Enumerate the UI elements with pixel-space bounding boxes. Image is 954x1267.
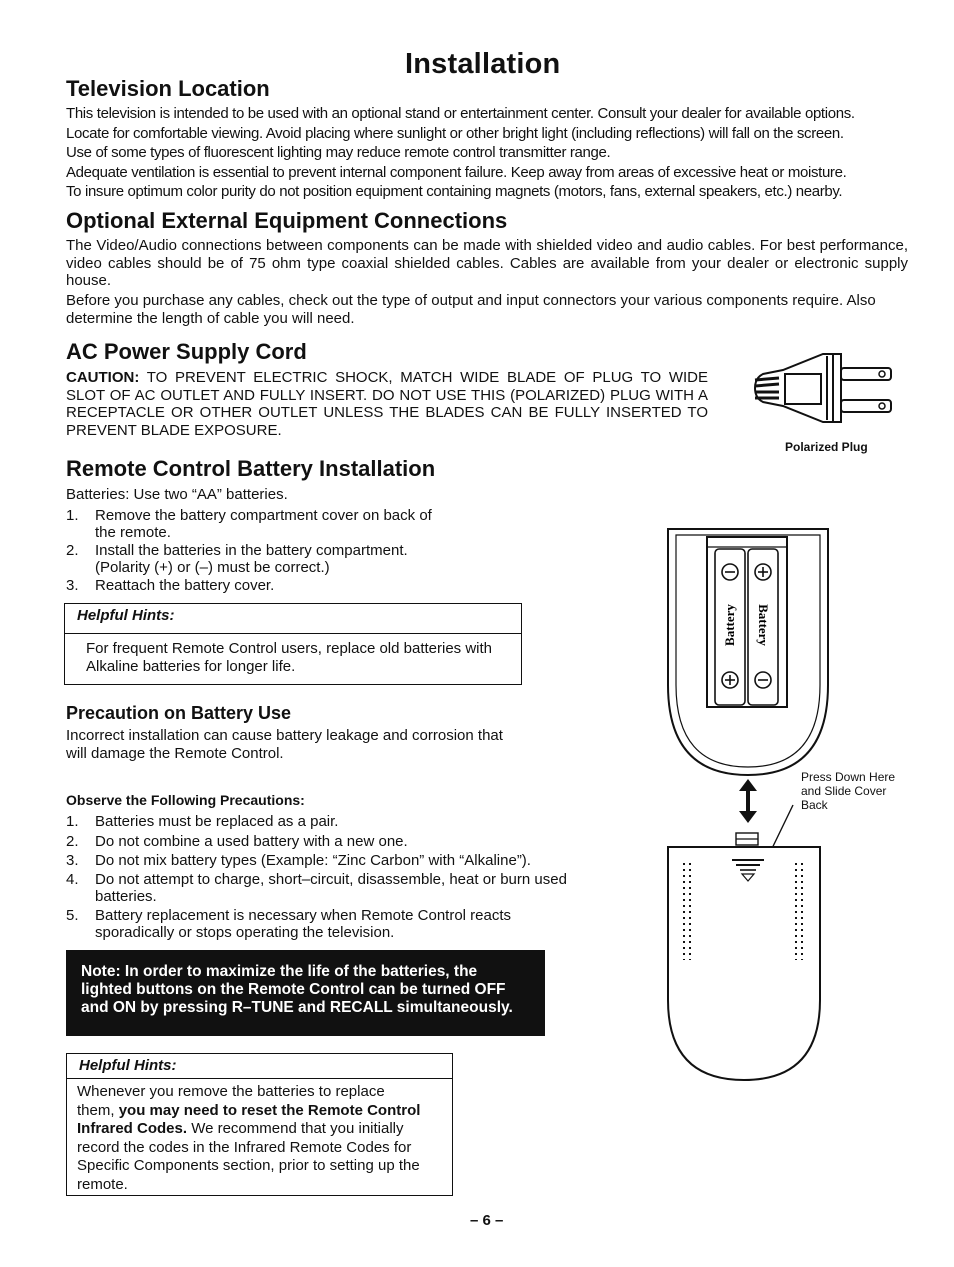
- optional-equipment-paragraph-2: Before you purchase any cables, check out the type of output and input connectors your various components require. Also determine the length of cable you will need.: [66, 292, 876, 327]
- helpful-hints-box: [64, 603, 522, 685]
- note-box: [66, 950, 545, 1036]
- precaution-item: [66, 833, 606, 851]
- step-text: the remote.: [95, 524, 171, 541]
- hint-divider: [67, 1078, 452, 1079]
- helpful-hints-box-2: [66, 1053, 453, 1196]
- step-text: Install the batteries in the battery compartment.: [95, 542, 408, 559]
- step-number: 3.: [66, 577, 79, 594]
- tv-location-line: Adequate ventilation is essential to prevent internal component failure. Keep away from areas of excessive heat or moisture.: [66, 163, 847, 181]
- install-step: [66, 542, 486, 578]
- item-text: Do not mix battery types (Example: “Zinc Carbon” with “Alkaline”).: [95, 852, 531, 869]
- remote-battery-heading: Remote Control Battery Installation: [66, 456, 436, 481]
- install-step: [66, 577, 486, 595]
- item-text: Battery replacement is necessary when Remote Control reacts: [95, 907, 512, 924]
- down-arrow-icon: [739, 811, 757, 823]
- caution-text: TO PREVENT ELECTRIC SHOCK, MATCH WIDE BLADE OF PLUG TO WIDE SLOT OF AC OUTLET AND FULLY INSERT. DO NOT USE THIS (POLARIZED) PLUG WITH A RECEPTACLE OR OTHER OUTLET UNLESS THE BLADES CAN BE FULLY INSERTED TO PREVENT BLADE EXPOSURE.: [66, 369, 708, 439]
- note-line: Note: In order to maximize the life of the batteries, the: [81, 963, 478, 980]
- step-number: 2.: [66, 542, 79, 559]
- precaution-heading: Precaution on Battery Use: [66, 703, 292, 723]
- hint-line: We recommend that you initially: [187, 1120, 404, 1138]
- item-number: 1.: [66, 813, 79, 830]
- item-number: 5.: [66, 907, 79, 924]
- caution-label: CAUTION:: [66, 369, 140, 386]
- item-text: batteries.: [95, 888, 157, 905]
- hint-line: remote.: [77, 1175, 128, 1193]
- tv-location-heading: Television Location: [66, 76, 270, 101]
- battery-label-right: Battery: [756, 604, 771, 646]
- hint-divider: [65, 633, 521, 634]
- optional-equipment-heading: Optional External Equipment Connections: [66, 208, 508, 233]
- item-number: 2.: [66, 833, 79, 850]
- callout-line: Press Down Here: [801, 770, 896, 784]
- hint-bold-text: Infrared Codes.: [77, 1120, 188, 1138]
- step-text: (Polarity (+) or (–) must be correct.): [95, 559, 330, 576]
- precaution-item: [66, 871, 606, 907]
- hint-bold-text: you may need to reset the Remote Control: [118, 1101, 421, 1119]
- callout-line: and Slide Cover: [801, 784, 887, 798]
- note-line: and ON by pressing R–TUNE and RECALL simultaneously.: [81, 999, 513, 1016]
- observe-heading: Observe the Following Precautions:: [66, 792, 305, 808]
- item-text: Do not attempt to charge, short–circuit, disassemble, heat or burn used: [95, 871, 567, 888]
- slide-cover-callout: [801, 770, 911, 812]
- helpful-hints-title: Helpful Hints:: [77, 607, 175, 624]
- helpful-hints-text: For frequent Remote Control users, replace old batteries with Alkaline batteries for longer life.: [86, 640, 493, 675]
- precaution-item: [66, 907, 606, 943]
- tv-location-line: Locate for comfortable viewing. Avoid placing where sunlight or other bright light (including reflections) will fall on the screen.: [66, 124, 844, 142]
- ac-power-heading: AC Power Supply Cord: [66, 339, 307, 364]
- note-line: lighted buttons on the Remote Control can be turned OFF: [81, 981, 506, 998]
- step-number: 1.: [66, 507, 79, 524]
- hint-line: record the codes in the Infrared Remote Codes for: [77, 1138, 412, 1156]
- hint-line: Specific Components section, prior to setting up the: [77, 1157, 420, 1175]
- plug-caption: Polarized Plug: [785, 440, 868, 454]
- precaution-item: [66, 813, 606, 831]
- ac-power-caution: [66, 369, 708, 439]
- item-text: sporadically or stops operating the television.: [95, 924, 395, 941]
- helpful-hints-text-2: [77, 1083, 449, 1195]
- item-number: 4.: [66, 871, 79, 888]
- tv-location-line: This television is intended to be used with an optional stand or entertainment center. Consult your dealer for available options.: [66, 105, 855, 122]
- page-number: – 6 –: [470, 1212, 504, 1229]
- hint-line: Whenever you remove the batteries to replace: [77, 1083, 385, 1100]
- optional-equipment-paragraph: The Video/Audio connections between components can be made with shielded video and audio cables. For best performance, video cables should be of 75 ohm type coaxial shielded cables. Cables are available from your dealer or electronic supply house.: [66, 237, 908, 289]
- hint-line: them,: [77, 1101, 119, 1119]
- battery-intro: Batteries: Use two “AA” batteries.: [66, 486, 288, 503]
- step-text: Reattach the battery cover.: [95, 577, 275, 594]
- tv-location-line: Use of some types of fluorescent lighting may reduce remote control transmitter range.: [66, 144, 611, 162]
- item-text: Batteries must be replaced as a pair.: [95, 813, 339, 830]
- install-step: [66, 507, 486, 543]
- helpful-hints-title: Helpful Hints:: [79, 1057, 177, 1074]
- item-text: Do not combine a used battery with a new one.: [95, 833, 408, 850]
- remote-battery-diagram: [660, 525, 835, 1125]
- callout-line: Back: [801, 798, 828, 812]
- precaution-text: Incorrect installation can cause battery leakage and corrosion that will damage the Remote Control.: [66, 727, 503, 762]
- precaution-item: [66, 852, 606, 870]
- item-number: 3.: [66, 852, 79, 869]
- step-text: Remove the battery compartment cover on back of: [95, 507, 432, 524]
- tv-location-text: [66, 104, 916, 202]
- tv-location-line: To insure optimum color purity do not position equipment containing magnets (motors, fans, external speakers, etc.) nearby.: [66, 183, 843, 201]
- battery-label-left: Battery: [722, 604, 737, 646]
- page-title: Installation: [405, 48, 561, 80]
- polarized-plug-icon: [745, 348, 897, 428]
